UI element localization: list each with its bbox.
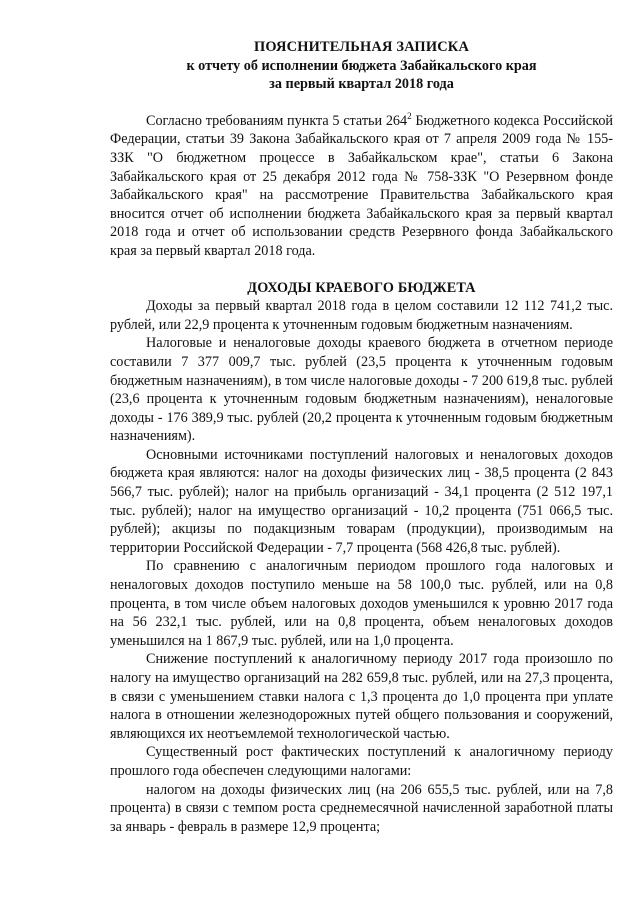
paragraph-growth-intro: Существенный рост фактических поступлений к аналогичному периоду прошлого года обеспечен следующими налогами: [110, 744, 613, 779]
section-heading: ДОХОДЫ КРАЕВОГО БЮДЖЕТА [247, 279, 476, 296]
paragraph-comparison: По сравнению с аналогичным периодом прошлого года налоговых и неналоговых доходов поступило меньше на 58 100,0 тыс. рублей, или на 0,8 процента, в том числе объем налоговых доходов уменьшился к уровню 2017 года на 56 232,1 тыс. рублей, или на 0,8 процента, объем неналоговых доходов уменьшился на 1 867,9 тыс. рублей, или на 1,0 процента. [110, 558, 613, 649]
intro-text-start: Согласно требованиям пункта 5 статьи 264 [146, 112, 408, 129]
document-title: ПОЯСНИТЕЛЬНАЯ ЗАПИСКА [253, 39, 470, 55]
document-subtitle: к отчету об исполнении бюджета Забайкальского края [186, 57, 537, 74]
intro-paragraph [110, 112, 613, 261]
paragraph-tax-nontax-revenue: Налоговые и неналоговые доходы краевого бюджета в отчетном периоде составили 7 377 009,7 тыс. рублей (23,5 процента к уточненным годовым бюджетным назначениям), в том числе налоговые доходы - 7 200 619,8 тыс. рублей (23,6 процента к уточненным годовым бюджетным назначениям), неналоговые доходы - 176 389,9 тыс. рублей (20,2 процента к уточненным годовым бюджетным назначениям). [110, 335, 613, 445]
paragraph-income-tax: налогом на доходы физических лиц (на 206 655,5 тыс. рублей, или на 7,8 процента) в связи с темпом роста среднемесячной начисленной заработной платы за январь - февраль в размере 12,9 процента; [110, 781, 613, 835]
document-page [110, 38, 613, 836]
paragraph-main-sources: Основными источниками поступлений налоговых и неналоговых доходов бюджета края являются: налог на доходы физических лиц - 38,5 процента (2 843 566,7 тыс. рублей); налог на прибыль организаций - 34,1 процента (2 512 197,1 тыс. рублей); налог на имущество организаций - 10,2 процента (751 066,5 тыс. рублей); акцизы по подакцизным товарам (продукции), производимым на территории Российской Федерации - 7,7 процента (568 426,8 тыс. рублей). [110, 446, 613, 556]
intro-text-rest: Бюджетного кодекса Российской Федерации, статьи 39 Закона Забайкальского края от 7 апреля 2009 года № 155-ЗЗК "О бюджетном процессе в Забайкальском крае", статьи 6 Закона Забайкальского края от 25 декабря 2012 года № 758-ЗЗК "О Резервном фонде Забайкальского края" на рассмотрение Правительства Забайкальского края вносится отчет об исполнении бюджета Забайкальского края за первый квартал 2018 года и отчет об использовании средств Резервного фонда Забайкальского края за первый квартал 2018 года. [110, 112, 614, 259]
document-period: за первый квартал 2018 года [269, 76, 454, 93]
spacer [110, 94, 613, 112]
spacer [110, 261, 613, 279]
paragraph-total-revenue: Доходы за первый квартал 2018 года в целом составили 12 112 741,2 тыс. рублей, или 22,9 процента к уточненным годовым бюджетным назначениям. [110, 298, 613, 333]
article-superscript: 2 [407, 110, 412, 121]
paragraph-decrease: Снижение поступлений к аналогичному периоду 2017 года произошло по налогу на имущество организаций на 282 659,8 тыс. рублей, или на 27,3 процента, в связи с уменьшением ставки налога с 1,3 процента до 1,0 процента при уплате налога в отношении железнодорожных путей общего пользования и сооружений, являющихся их неотъемлемой технологической частью. [110, 651, 613, 742]
